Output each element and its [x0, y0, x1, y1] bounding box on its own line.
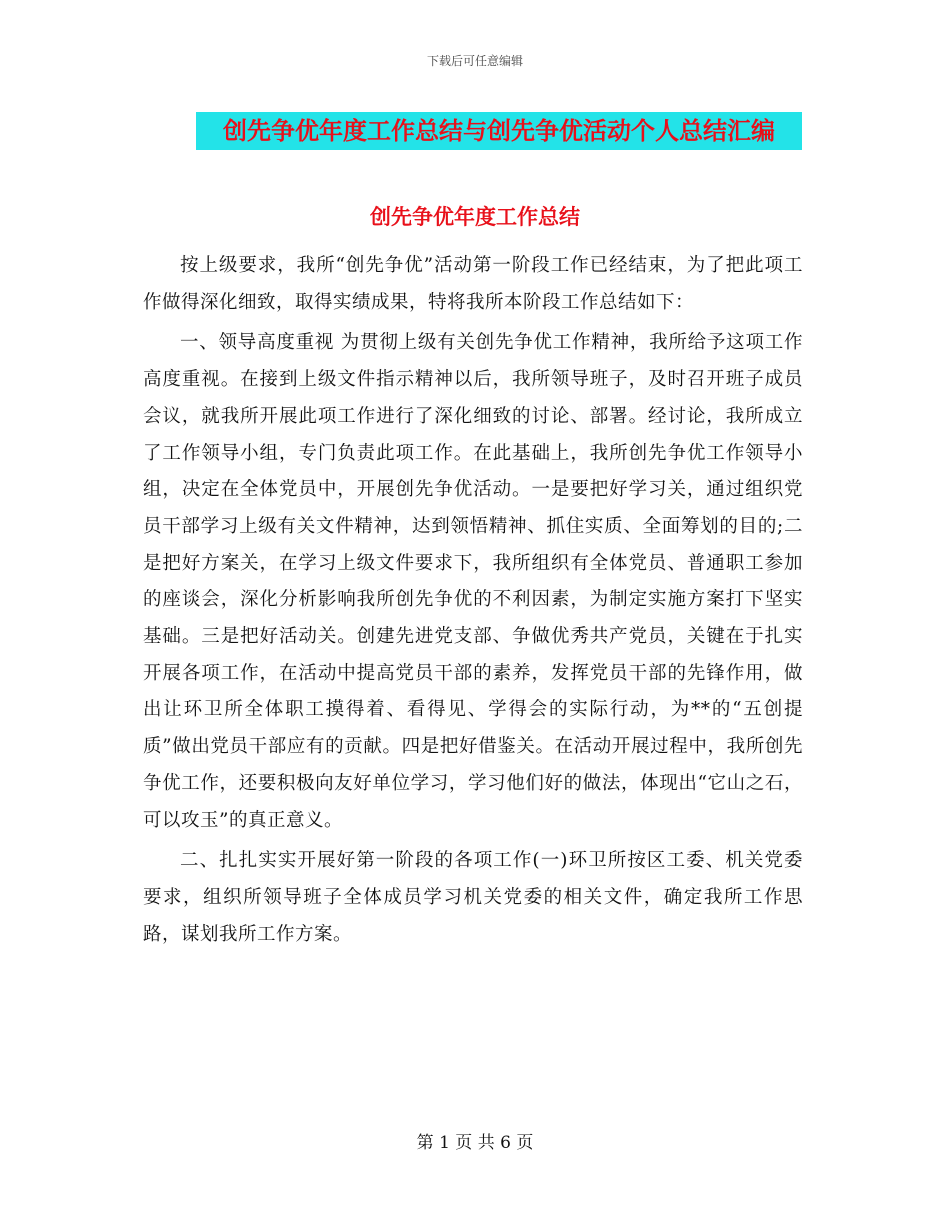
paragraph: 一、领导高度重视 为贯彻上级有关创先争优工作精神，我所给予这项工作高度重视。在接到上级文件指示精神以后，我所领导班子，及时召开班子成员会议，就我所开展此项工作进行了深化细致的讨论、部署。经讨论，我所成立了工作领导小组，专门负责此项工作。在此基础上，我所创先争优工作领导小组，决定在全体党员中，开展创先争优活动。一是要把好学习关，通过组织党员干部学习上级有关文件精神，达到领悟精神、抓住实质、全面筹划的目的;二是把好方案关，在学习上级文件要求下，我所组织有全体党员、普通职工参加的座谈会，深化分析影响我所创先争优的不利因素，为制定实施方案打下坚实基础。三是把好活动关。创建先进党支部、争做优秀共产党员，关键在于扎实开展各项工作，在活动中提高党员干部的素养，发挥党员干部的先锋作用，做出让环卫所全体职工摸得着、看得见、学得会的实际行动，为**的“五创提质”做出党员干部应有的贡献。四是把好借鉴关。在活动开展过程中，我所创先争优工作，还要积极向友好单位学习，学习他们好的做法，体现出“它山之石，可以攻玉”的真正意义。 [143, 332, 803, 831]
section-title: 创先争优年度工作总结 [370, 204, 580, 229]
page-header-note: 下载后可任意编辑 [426, 54, 523, 68]
paragraph: 二、扎扎实实开展好第一阶段的各项工作(一)环卫所按区工委、机关党委要求，组织所领导班子全体成员学习机关党委的相关文件，确定我所工作思路，谋划我所工作方案。 [143, 850, 803, 945]
paragraph: 按上级要求，我所“创先争优”活动第一阶段工作已经结束，为了把此项工作做得深化细致，取得实绩成果，特将我所本阶段工作总结如下： [143, 255, 803, 313]
document-title: 创先争优年度工作总结与创先争优活动个人总结汇编 [196, 112, 802, 150]
page-number: 第 1 页 共 6 页 [416, 1133, 534, 1153]
document-body [143, 248, 803, 957]
